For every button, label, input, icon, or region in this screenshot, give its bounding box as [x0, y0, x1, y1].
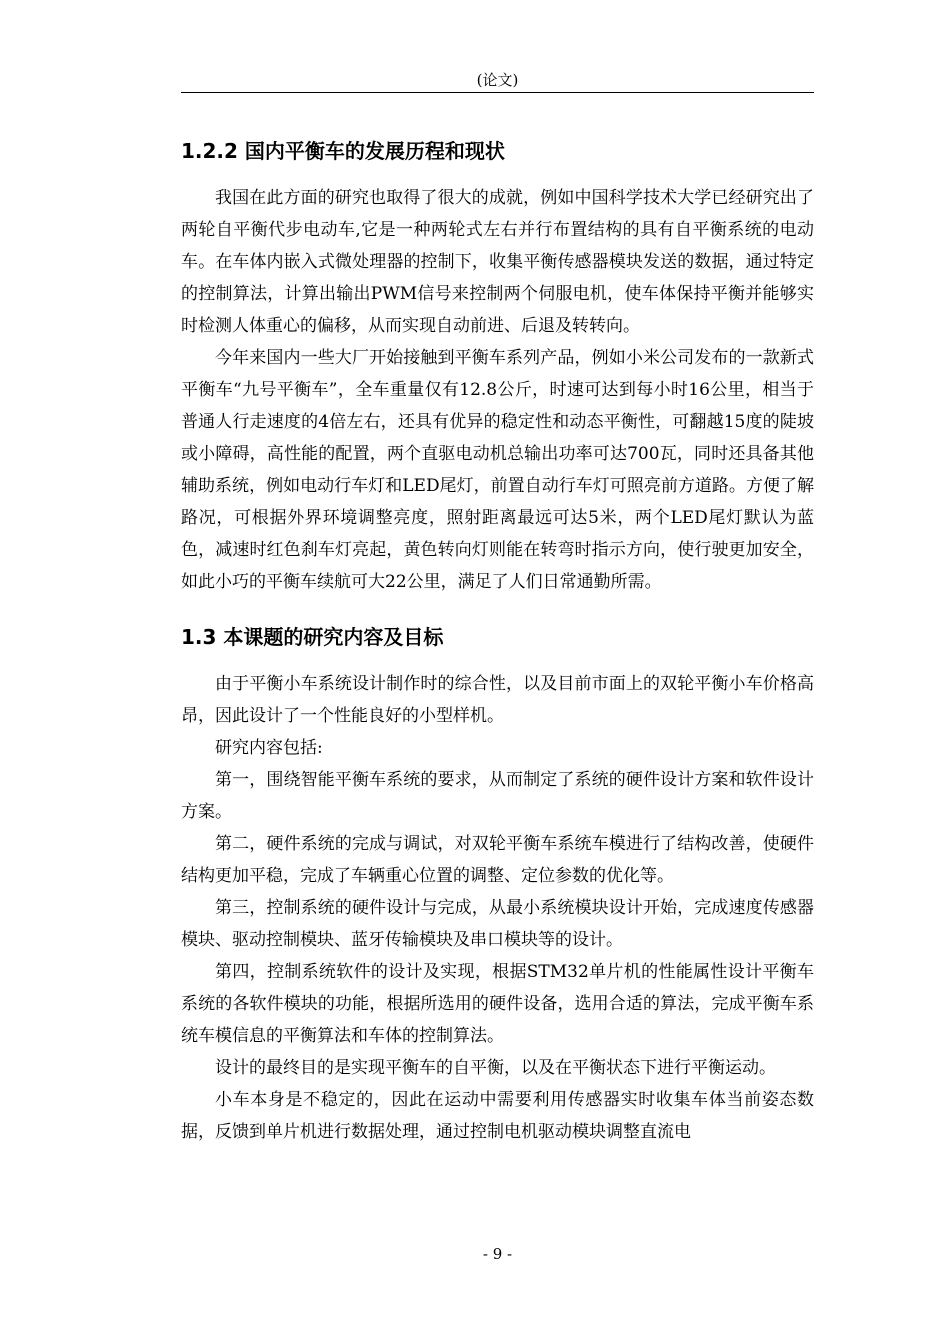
page-number: - 9 -	[482, 1245, 513, 1263]
page-header: (论文)	[476, 71, 519, 89]
paragraph-item-4: 第四，控制系统软件的设计及实现，根据STM32单片机的性能属性设计平衡车系统的各软件模块的功能，根据所选用的硬件设备，选用合适的算法，完成平衡车系统车模信息的平衡算法和车体的控制算法。	[181, 962, 814, 1046]
paragraph-item-2: 第二，硬件系统的完成与调试，对双轮平衡车系统车模进行了结构改善，使硬件结构更加平稳，完成了车辆重心位置的调整、定位参数的优化等。	[181, 834, 814, 886]
section-heading-1-3: 1.3 本课题的研究内容及目标	[181, 625, 444, 649]
paragraph-item-1: 第一，围绕智能平衡车系统的要求，从而制定了系统的硬件设计方案和软件设计方案。	[181, 770, 814, 822]
header-divider	[181, 92, 814, 93]
section-heading-1-2-2: 1.2.2 国内平衡车的发展历程和现状	[181, 139, 505, 163]
paragraph-domestic-products: 今年来国内一些大厂开始接触到平衡车系列产品，例如小米公司发布的一款新式平衡车“九号平衡车”，全车重量仅有12.8公斤，时速可达到每小时16公里，相当于普通人行走速度的4倍左右，还具有优异的稳定性和动态平衡性，可翻越15度的陡坡或小障碍，高性能的配置，两个直驱电动机总输出功率可达700瓦，同时还具备其他辅助系统，例如电动行车灯和LED尾灯，前置自动行车灯可照亮前方道路。方便了解路况，可根据外界环境调整亮度，照射距离最远可达5米，两个LED尾灯默认为蓝色，减速时红色刹车灯亮起，黄色转向灯则能在转弯时指示方向，使行驶更加安全，如此小巧的平衡车续航可大22公里，满足了人们日常通勤所需。	[181, 348, 814, 592]
paragraph-stability: 小车本身是不稳定的，因此在运动中需要利用传感器实时收集车体当前姿态数据，反馈到单片机进行数据处理，通过控制电机驱动模块调整直流电	[181, 1090, 814, 1142]
paragraph-intro: 由于平衡小车系统设计制作时的综合性，以及目前市面上的双轮平衡小车价格高昂，因此设计了一个性能良好的小型样机。	[181, 674, 814, 726]
paragraph-goal: 设计的最终目的是实现平衡车的自平衡，以及在平衡状态下进行平衡运动。	[215, 1058, 776, 1078]
paragraph-item-3: 第三，控制系统的硬件设计与完成，从最小系统模块设计开始，完成速度传感器模块、驱动控制模块、蓝牙传输模块及串口模块等的设计。	[181, 898, 814, 950]
paragraph-content-label: 研究内容包括:	[215, 738, 323, 758]
paragraph-domestic-research: 我国在此方面的研究也取得了很大的成就，例如中国科学技术大学已经研究出了两轮自平衡代步电动车,它是一种两轮式左右并行布置结构的具有自平衡系统的电动车。在车体内嵌入式微处理器的控制下，收集平衡传感器模块发送的数据，通过特定的控制算法，计算出输出PWM信号来控制两个伺服电机，使车体保持平衡并能够实时检测人体重心的偏移，从而实现自动前进、后退及转转向。	[181, 188, 814, 336]
document-body	[181, 134, 814, 1148]
